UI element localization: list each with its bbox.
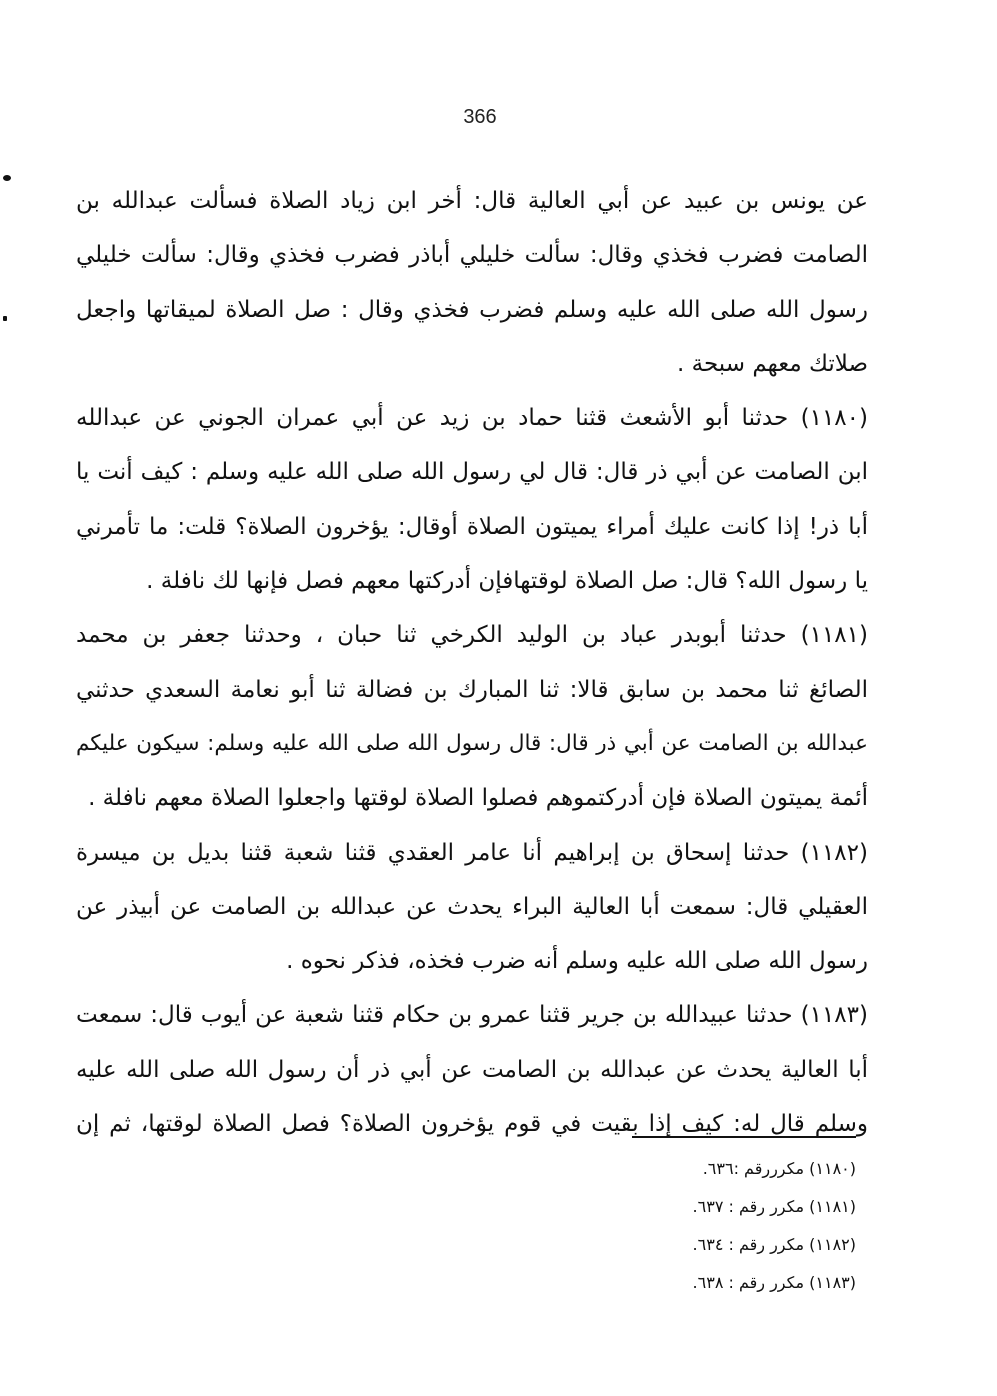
text-line: أئمة يميتون الصلاة فإن أدركتموهم فصلوا الصلاة لوقتها واجعلوا الصلاة معهم نافلة . <box>88 785 868 812</box>
footnote-1181: (١١٨١) مكرر رقم : ٦٣٧. <box>692 1197 856 1216</box>
text-line: وسلم قال له: كيف إذا بقيت في قوم يؤخرون الصلاة؟ فصل الصلاة لوقتها، ثم إن <box>76 1111 868 1138</box>
text-line: ابن الصامت عن أبي ذر قال: قال لي رسول الله صلى الله عليه وسلم : كيف أنت يا <box>76 459 868 486</box>
text-line: يا رسول الله؟ قال: صل الصلاة لوقتهافإن أدركتها معهم فصل فإنها لك نافلة . <box>146 568 868 595</box>
page-number: 366 <box>463 106 497 128</box>
margin-ink-dot <box>3 175 11 181</box>
hadith-1180-line: (١١٨٠) حدثنا أبو الأشعث قثنا حماد بن زيد عن أبي عمران الجوني عن عبدالله <box>76 405 868 432</box>
text-line: الصائغ ثنا محمد بن سابق قالا: ثنا المبارك بن فضالة ثنا أبو نعامة السعدي حدثني <box>76 676 868 703</box>
text-line: عبدالله بن الصامت عن أبي ذر قال: قال رسول الله صلى الله عليه وسلم: سيكون عليكم <box>76 730 868 756</box>
text-line: أبا العالية يحدث عن عبدالله بن الصامت عن أبي ذر أن رسول الله صلى الله عليه <box>76 1056 868 1083</box>
hadith-1183-line: (١١٨٣) حدثنا عبيدالله بن جرير قثنا عمرو بن حكام قثنا شعبة عن أيوب قال: سمعت <box>76 1002 868 1029</box>
footnotes <box>560 1150 856 1302</box>
hadith-1182-line: (١١٨٢) حدثنا إسحاق بن إبراهيم أنا عامر العقدي قثنا شعبة قثنا بديل بن ميسرة <box>76 839 868 866</box>
footnote-1183: (١١٨٣) مكرر رقم : ٦٣٨. <box>692 1273 856 1292</box>
text-line: عن يونس بن عبيد عن أبي العالية قال: أخر ابن زياد الصلاة فسألت عبدالله بن <box>76 188 868 214</box>
hadith-1181-line: (١١٨١) حدثنا أبوبدر عباد بن الوليد الكرخي ثنا حبان ، وحدثنا جعفر بن محمد <box>76 622 868 649</box>
text-line: صلاتك معهم سبحة . <box>677 350 868 377</box>
footnote-separator <box>632 1136 856 1138</box>
main-text <box>76 174 868 1151</box>
text-line: رسول الله صلى الله عليه وسلم فضرب فخذي وقال : صل الصلاة لميقاتها واجعل <box>76 296 868 323</box>
footnote-1180: (١١٨٠) مكرررقم :٦٣٦. <box>702 1159 856 1178</box>
footnote-1182: (١١٨٢) مكرر رقم : ٦٣٤. <box>692 1235 856 1254</box>
text-line: رسول الله صلى الله عليه وسلم أنه ضرب فخذه، فذكر نحوه . <box>286 948 868 975</box>
text-line: العقيلي قال: سمعت أبا العالية البراء يحدث عن عبدالله بن الصامت عن أبيذر عن <box>76 893 868 920</box>
text-line: أبا ذر! إذا كانت عليك أمراء يميتون الصلاة أوقال: يؤخرون الصلاة؟ قلت: ما تأمرني <box>76 513 868 540</box>
margin-ink-tick <box>3 316 7 321</box>
text-line: الصامت فضرب فخذي وقال: سألت خليلي أباذر فضرب فخذي وقال: سألت خليلي <box>76 242 868 269</box>
